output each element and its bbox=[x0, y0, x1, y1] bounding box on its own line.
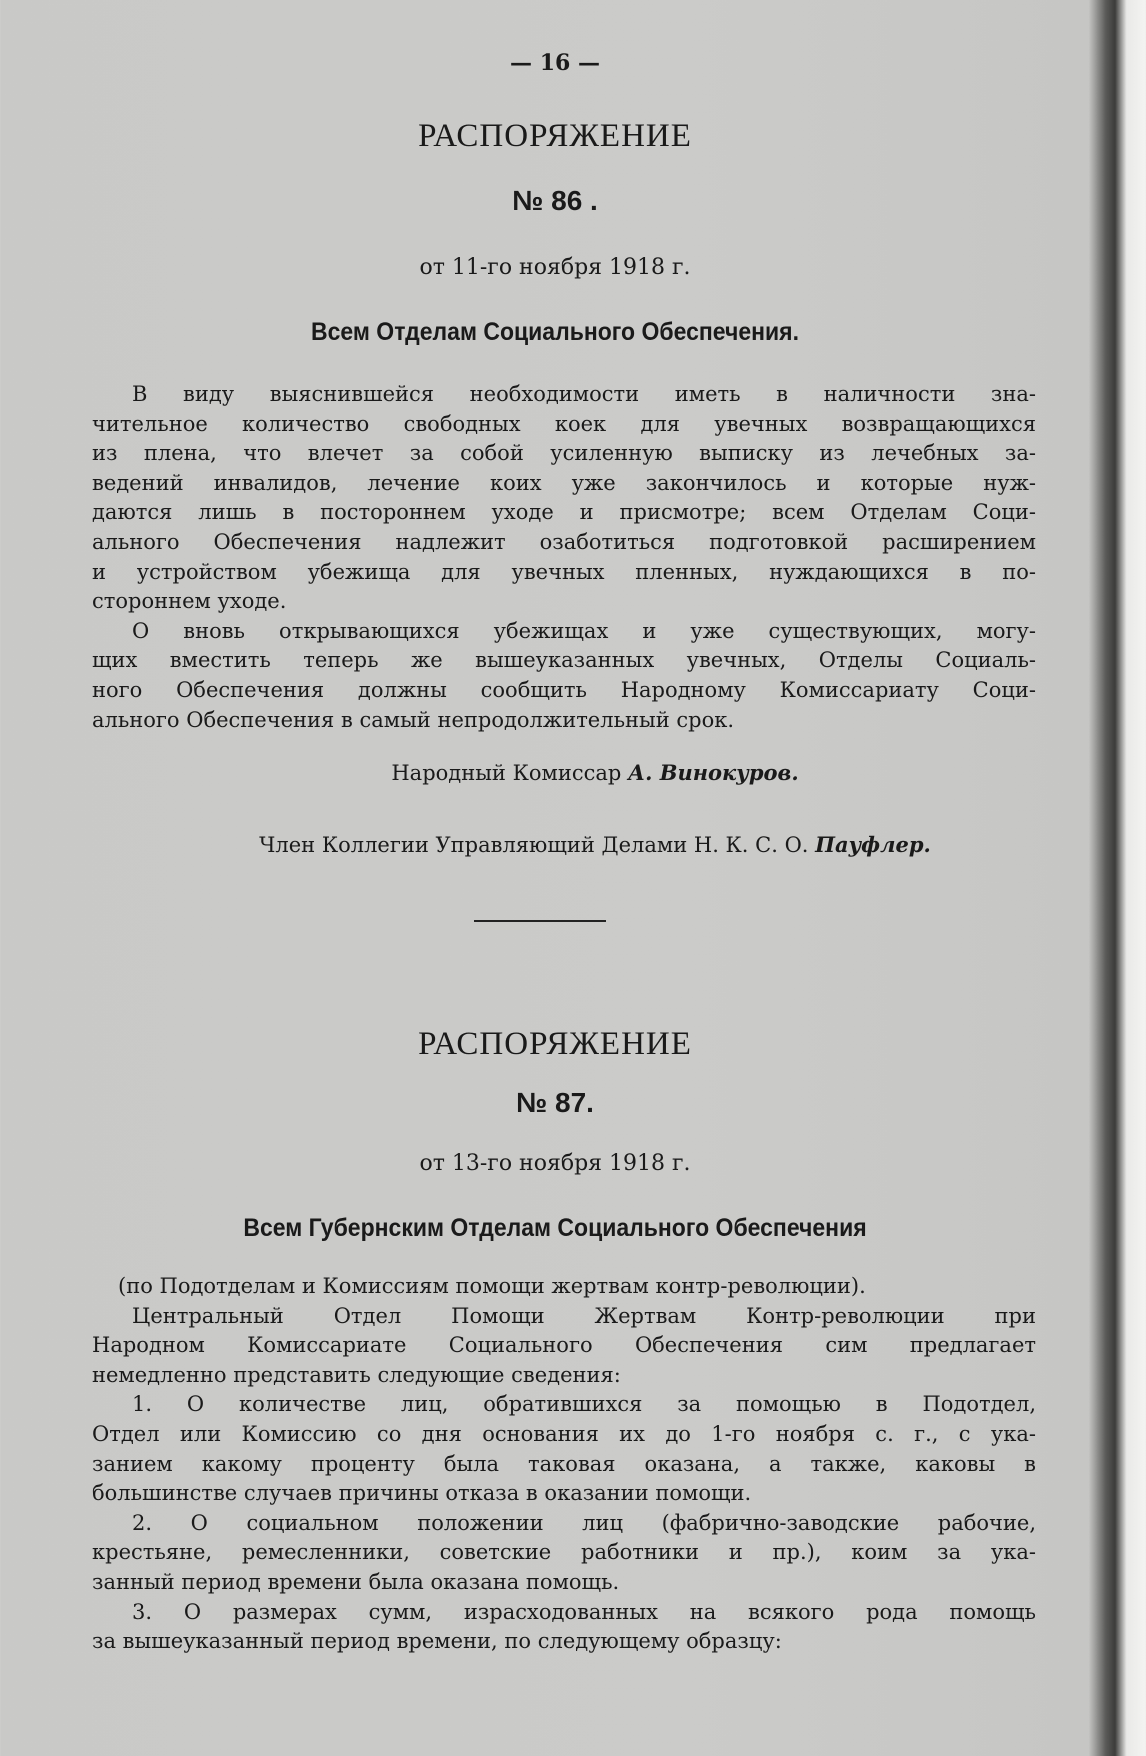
order-87-date: от 13-го ноября 1918 г. bbox=[419, 1151, 691, 1176]
text-line: 3. О размерах сумм, израсходованных на всякого рода помощь bbox=[132, 1599, 1036, 1624]
text-line: Народном Комиссариате Социального Обеспечения сим предлагает bbox=[92, 1333, 1036, 1358]
text-line: (по Подотделам и Комиссиям помощи жертвам контр-революции). bbox=[118, 1274, 866, 1298]
order-87-title: РАСПОРЯЖЕНИЕ bbox=[418, 1026, 692, 1062]
text-line: щих вместить теперь же вышеуказанных увечных, Отделы Социаль- bbox=[92, 648, 1036, 673]
text-line: О вновь открывающихся убежищах и уже существующих, могу- bbox=[132, 618, 1036, 643]
text-line: чительное количество свободных коек для увечных возвращающихся bbox=[92, 411, 1036, 436]
signature-title: Член Коллегии Управляющий Делами Н. К. С. О. bbox=[259, 833, 809, 857]
text-line: занный период времени была оказана помощь. bbox=[92, 1569, 620, 1594]
signature-commissar bbox=[40, 760, 1146, 785]
text-line: В виду выяснившейся необходимости иметь в наличности зна- bbox=[132, 382, 1036, 406]
order-87-body bbox=[92, 1272, 1036, 1657]
text-line: Центральный Отдел Помощи Жертвам Контр-революции при bbox=[132, 1303, 1036, 1328]
signature-title: Народный Комиссар bbox=[391, 761, 622, 785]
text-line: ального Обеспечения надлежит озаботиться подготовкой расширением bbox=[92, 529, 1036, 554]
text-line: большинстве случаев причины отказа в оказании помощи. bbox=[92, 1481, 752, 1506]
text-line: ального Обеспечения в самый непродолжительный срок. bbox=[92, 707, 735, 732]
order-86-number: № 86 . bbox=[512, 185, 598, 216]
order-86-title: РАСПОРЯЖЕНИЕ bbox=[418, 118, 692, 154]
order-86-date: от 11-го ноября 1918 г. bbox=[419, 255, 691, 280]
signature-name: Пауфлер. bbox=[815, 832, 931, 857]
text-line: 2. О социальном положении лиц (фабрично-заводские рабочие, bbox=[132, 1510, 1036, 1535]
text-line: стороннем уходе. bbox=[92, 589, 287, 614]
text-line: за вышеуказанный период времени, по следующему образцу: bbox=[92, 1629, 782, 1654]
text-line: крестьяне, ремесленники, советские работники и пр.), коим за ука- bbox=[92, 1540, 1036, 1565]
order-87-heading: Всем Губернским Отделам Социального Обеспечения bbox=[243, 1214, 867, 1242]
text-line: занием какому проценту была таковая оказана, а также, каковы в bbox=[92, 1451, 1036, 1476]
section-divider bbox=[474, 920, 606, 922]
text-line: немедленно представить следующие сведения: bbox=[92, 1362, 621, 1387]
signature-name: А. Винокуров. bbox=[628, 760, 799, 785]
text-line: из плена, что влечет за собой усиленную выписку из лечебных за- bbox=[92, 441, 1036, 466]
order-86-heading: Всем Отделам Социального Обеспечения. bbox=[311, 318, 799, 346]
text-line: ного Обеспечения должны сообщить Народному Комиссариату Соци- bbox=[92, 677, 1036, 702]
text-line: и устройством убежища для увечных пленных, нуждающихся в по- bbox=[92, 559, 1036, 584]
page-number: — 16 — bbox=[510, 50, 600, 76]
text-line: ведений инвалидов, лечение коих уже закончилось и которые нуж- bbox=[92, 470, 1036, 495]
signature-manager bbox=[40, 832, 1146, 857]
order-87-number: № 87. bbox=[516, 1087, 594, 1118]
text-line: Отдел или Комиссию со дня основания их до 1-го ноября с. г., с ука- bbox=[92, 1421, 1036, 1446]
text-line: даются лишь в постороннем уходе и присмотре; всем Отделам Соци- bbox=[92, 500, 1036, 525]
order-86-body bbox=[92, 380, 1036, 735]
text-line: 1. О количестве лиц, обратившихся за помощью в Подотдел, bbox=[132, 1392, 1036, 1417]
